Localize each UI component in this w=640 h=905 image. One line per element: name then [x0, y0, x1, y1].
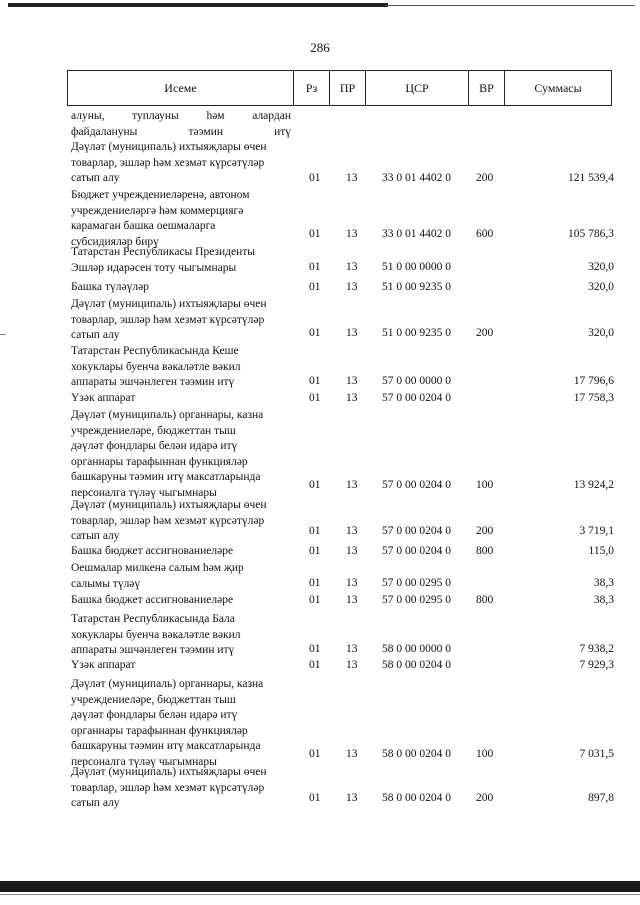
page-number: 286 — [310, 40, 330, 55]
header-csr: ЦСР — [366, 71, 469, 105]
row-name: Татарстан Республикасында Бала хокуклары буенча вәкаләтле вәкил аппараты эшчәнлеген тәэмин итү — [71, 613, 241, 657]
row-vr: 100 — [476, 479, 494, 492]
header-name: Исеме — [68, 71, 294, 105]
row-name: Дәүләт (муниципаль) ихтыяҗлары өчен товарлар, эшләр һәм хезмәт күрсәтүләр сатып алу — [71, 141, 267, 185]
row-vr: 200 — [476, 792, 494, 805]
table-row — [68, 658, 614, 674]
table-row — [68, 544, 614, 560]
row-pr: 13 — [346, 525, 358, 538]
row-name: Оешмалар милкенә салым һәм җир салымы түләү — [71, 562, 244, 590]
row-csr: 57 0 00 0295 0 — [382, 577, 451, 590]
row-csr: 51 0 00 9235 0 — [382, 281, 451, 294]
table-row — [68, 561, 614, 592]
scan-edge-top — [8, 3, 388, 7]
row-csr: 57 0 00 0295 0 — [382, 594, 451, 607]
row-pr: 13 — [346, 659, 358, 672]
row-name: Башка бюджет ассигнованиеләре — [71, 594, 234, 606]
table-row — [68, 245, 614, 276]
row-sum: 115,0 — [588, 545, 614, 558]
row-name: Үзәк аппарат — [71, 659, 136, 671]
row-name: алуны, туплауны һәм алардан файдалануны тәэмин итү — [71, 110, 291, 138]
table-row — [68, 297, 614, 342]
row-csr: 33 0 01 4402 0 — [382, 172, 451, 185]
row-vr: 600 — [476, 228, 494, 241]
table-header — [67, 70, 612, 106]
row-name: Дәүләт (муниципаль) ихтыяҗлары өчен товарлар, эшләр һәм хезмәт күрсәтүләр сатып алу — [71, 298, 267, 342]
row-rz: 01 — [309, 479, 321, 492]
row-name: Бюджет учреждениеләренә, автоном учреждениеләргә һәм коммерциягә карамаган башка оешмаларга субсидияләр бирү — [71, 189, 250, 248]
row-pr: 13 — [346, 392, 358, 405]
row-rz: 01 — [309, 261, 321, 274]
row-name: Татарстан Республикасы Президенты Эшләр идарәсен тоту чыгымнары — [71, 246, 255, 274]
row-sum: 17 758,3 — [573, 392, 614, 405]
row-rz: 01 — [309, 281, 321, 294]
row-pr: 13 — [346, 261, 358, 274]
row-name: Үзәк аппарат — [71, 392, 136, 404]
row-csr: 58 0 00 0204 0 — [382, 792, 451, 805]
row-pr: 13 — [346, 228, 358, 241]
row-csr: 51 0 00 0000 0 — [382, 261, 451, 274]
row-csr: 33 0 01 4402 0 — [382, 228, 451, 241]
row-csr: 51 0 00 9235 0 — [382, 327, 451, 340]
header-sum: Суммасы — [534, 81, 582, 95]
scan-edge-bottom-line — [0, 894, 640, 895]
table-row — [68, 140, 614, 187]
table-row — [68, 188, 614, 248]
row-rz: 01 — [309, 525, 321, 538]
row-pr: 13 — [346, 792, 358, 805]
scan-edge-bottom — [0, 881, 640, 892]
row-name: Татарстан Республикасында Кеше хокуклары буенча вәкаләтле вәкил аппараты эшчәнлеген тәэмин итү — [71, 345, 241, 389]
row-sum: 105 786,3 — [568, 228, 614, 241]
row-name: Дәүләт (муниципаль) ихтыяҗлары өчен товарлар, эшләр һәм хезмәт күрсәтүләр сатып алу — [71, 499, 267, 543]
row-rz: 01 — [309, 792, 321, 805]
row-vr: 100 — [476, 748, 494, 761]
row-csr: 58 0 00 0000 0 — [382, 643, 451, 656]
row-sum: 7 031,5 — [579, 748, 614, 761]
row-rz: 01 — [309, 545, 321, 558]
scan-edge-top-line — [385, 5, 635, 6]
table-row — [68, 498, 614, 543]
row-csr: 57 0 00 0204 0 — [382, 479, 451, 492]
row-sum: 17 796,6 — [573, 375, 614, 388]
row-sum: 320,0 — [588, 327, 614, 340]
table-row — [68, 391, 614, 407]
row-sum: 38,3 — [593, 577, 614, 590]
row-vr: 200 — [476, 172, 494, 185]
header-vr: ВР — [469, 71, 505, 105]
row-sum: 320,0 — [588, 281, 614, 294]
row-pr: 13 — [346, 577, 358, 590]
row-sum: 7 929,3 — [579, 659, 614, 672]
row-vr: 800 — [476, 594, 494, 607]
row-vr: 200 — [476, 525, 494, 538]
row-pr: 13 — [346, 375, 358, 388]
table-row — [68, 280, 614, 296]
table-row — [68, 109, 614, 140]
row-csr: 57 0 00 0204 0 — [382, 545, 451, 558]
row-sum: 897,8 — [588, 792, 614, 805]
scan-margin-mark — [0, 334, 6, 335]
row-rz: 01 — [309, 392, 321, 405]
row-pr: 13 — [346, 479, 358, 492]
row-rz: 01 — [309, 643, 321, 656]
table-row — [68, 612, 614, 658]
table-row — [68, 593, 614, 609]
row-pr: 13 — [346, 594, 358, 607]
row-pr: 13 — [346, 643, 358, 656]
table-row — [68, 408, 614, 499]
table-row — [68, 344, 614, 390]
row-pr: 13 — [346, 281, 358, 294]
header-rz: Рз — [294, 71, 330, 105]
row-rz: 01 — [309, 748, 321, 761]
row-sum: 320,0 — [588, 261, 614, 274]
row-pr: 13 — [346, 748, 358, 761]
row-csr: 57 0 00 0204 0 — [382, 392, 451, 405]
row-pr: 13 — [346, 172, 358, 185]
row-sum: 13 924,2 — [573, 479, 614, 492]
row-rz: 01 — [309, 594, 321, 607]
row-pr: 13 — [346, 545, 358, 558]
row-name: Башка түләүләр — [71, 281, 149, 293]
row-name: Дәүләт (муниципаль) органнары, казна учреждениеләре, бюджеттан тыш дәүләт фондлары белән идарә итү органнары тарафыннан функцияләр башкаруны тәэмин итү максатларында персоналга түләү чыгымнары — [71, 409, 264, 499]
row-csr: 58 0 00 0204 0 — [382, 748, 451, 761]
row-csr: 57 0 00 0204 0 — [382, 525, 451, 538]
row-csr: 58 0 00 0204 0 — [382, 659, 451, 672]
row-name: Дәүләт (муниципаль) ихтыяҗлары өчен товарлар, эшләр һәм хезмәт күрсәтүләр сатып алу — [71, 766, 267, 810]
row-pr: 13 — [346, 327, 358, 340]
row-sum: 121 539,4 — [568, 172, 614, 185]
table-row — [68, 765, 614, 810]
row-csr: 57 0 00 0000 0 — [382, 375, 451, 388]
row-name: Дәүләт (муниципаль) органнары, казна учреждениеләре, бюджеттан тыш дәүләт фондлары белән идарә итү органнары тарафыннан функцияләр башкаруны тәэмин итү максатларында персоналга түләү чыгымнары — [71, 678, 264, 768]
row-vr: 800 — [476, 545, 494, 558]
row-rz: 01 — [309, 228, 321, 241]
row-name: Башка бюджет ассигнованиеләре — [71, 545, 234, 557]
table-row — [68, 677, 614, 768]
header-pr: ПР — [330, 71, 366, 105]
row-rz: 01 — [309, 375, 321, 388]
row-rz: 01 — [309, 577, 321, 590]
row-rz: 01 — [309, 172, 321, 185]
row-sum: 38,3 — [593, 594, 614, 607]
row-vr: 200 — [476, 327, 494, 340]
row-rz: 01 — [309, 327, 321, 340]
row-rz: 01 — [309, 659, 321, 672]
row-sum: 3 719,1 — [579, 525, 614, 538]
row-sum: 7 938,2 — [579, 643, 614, 656]
